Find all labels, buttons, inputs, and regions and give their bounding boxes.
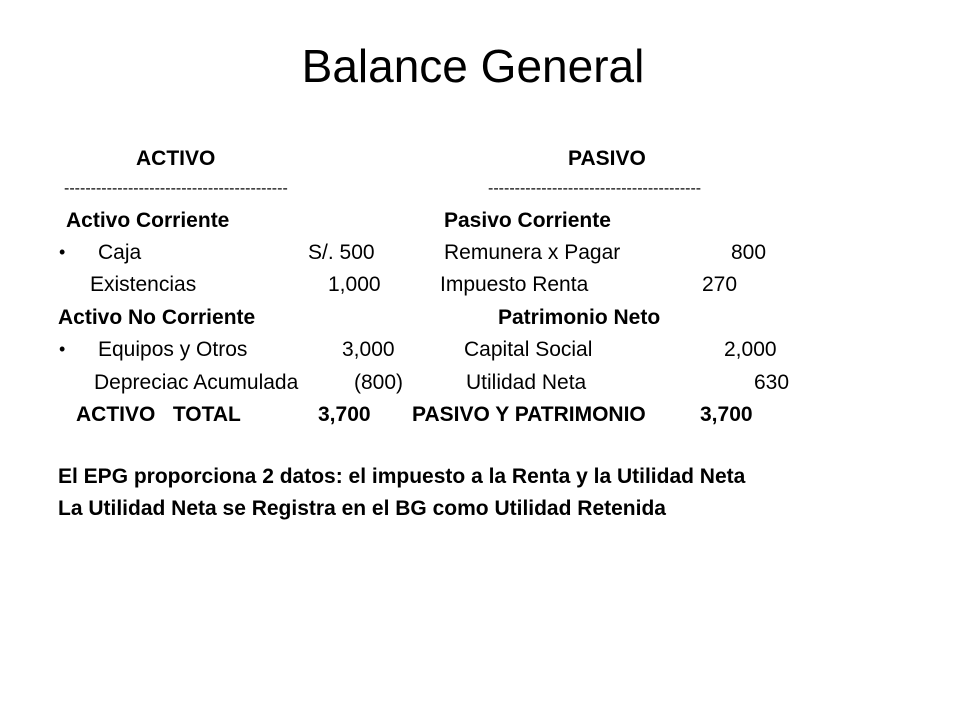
activo-header: ACTIVO bbox=[136, 147, 216, 170]
caja-label: Caja bbox=[98, 241, 142, 264]
activo-separator: ------------------------------------------ bbox=[64, 180, 288, 197]
depreciac-value: (800) bbox=[354, 371, 404, 394]
pasivo-total-value: 3,700 bbox=[700, 403, 753, 426]
depreciac-label: Depreciac Acumulada bbox=[94, 371, 299, 394]
slide-title: Balance General bbox=[301, 40, 645, 92]
activo-corriente-heading: Activo Corriente bbox=[66, 209, 230, 232]
pasivo-total-label: PASIVO Y PATRIMONIO bbox=[412, 403, 646, 426]
activo-no-corriente-heading: Activo No Corriente bbox=[58, 306, 256, 329]
equipos-label: Equipos y Otros bbox=[98, 338, 248, 361]
utilidad-label: Utilidad Neta bbox=[466, 371, 587, 394]
activo-total-label: ACTIVO TOTAL bbox=[76, 403, 241, 426]
existencias-value: 1,000 bbox=[328, 273, 381, 296]
impuesto-label: Impuesto Renta bbox=[440, 273, 589, 296]
utilidad-value: 630 bbox=[754, 371, 790, 394]
bullet-icon: • bbox=[59, 339, 66, 359]
note-utilidad: La Utilidad Neta se Registra en el BG como Utilidad Retenida bbox=[58, 497, 666, 520]
existencias-label: Existencias bbox=[90, 273, 197, 296]
impuesto-value: 270 bbox=[702, 273, 738, 296]
note-epg: El EPG proporciona 2 datos: el impuesto a la Renta y la Utilidad Neta bbox=[58, 465, 746, 488]
capital-value: 2,000 bbox=[724, 338, 777, 361]
remunera-value: 800 bbox=[731, 241, 767, 264]
capital-label: Capital Social bbox=[464, 338, 593, 361]
pasivo-separator: ---------------------------------------- bbox=[488, 180, 702, 197]
caja-value: S/. 500 bbox=[308, 241, 375, 264]
bullet-icon: • bbox=[59, 242, 66, 262]
remunera-label: Remunera x Pagar bbox=[444, 241, 621, 264]
pasivo-header: PASIVO bbox=[568, 147, 646, 170]
pasivo-corriente-heading: Pasivo Corriente bbox=[444, 209, 611, 232]
equipos-value: 3,000 bbox=[342, 338, 395, 361]
patrimonio-neto-heading: Patrimonio Neto bbox=[498, 306, 661, 329]
activo-total-value: 3,700 bbox=[318, 403, 371, 426]
